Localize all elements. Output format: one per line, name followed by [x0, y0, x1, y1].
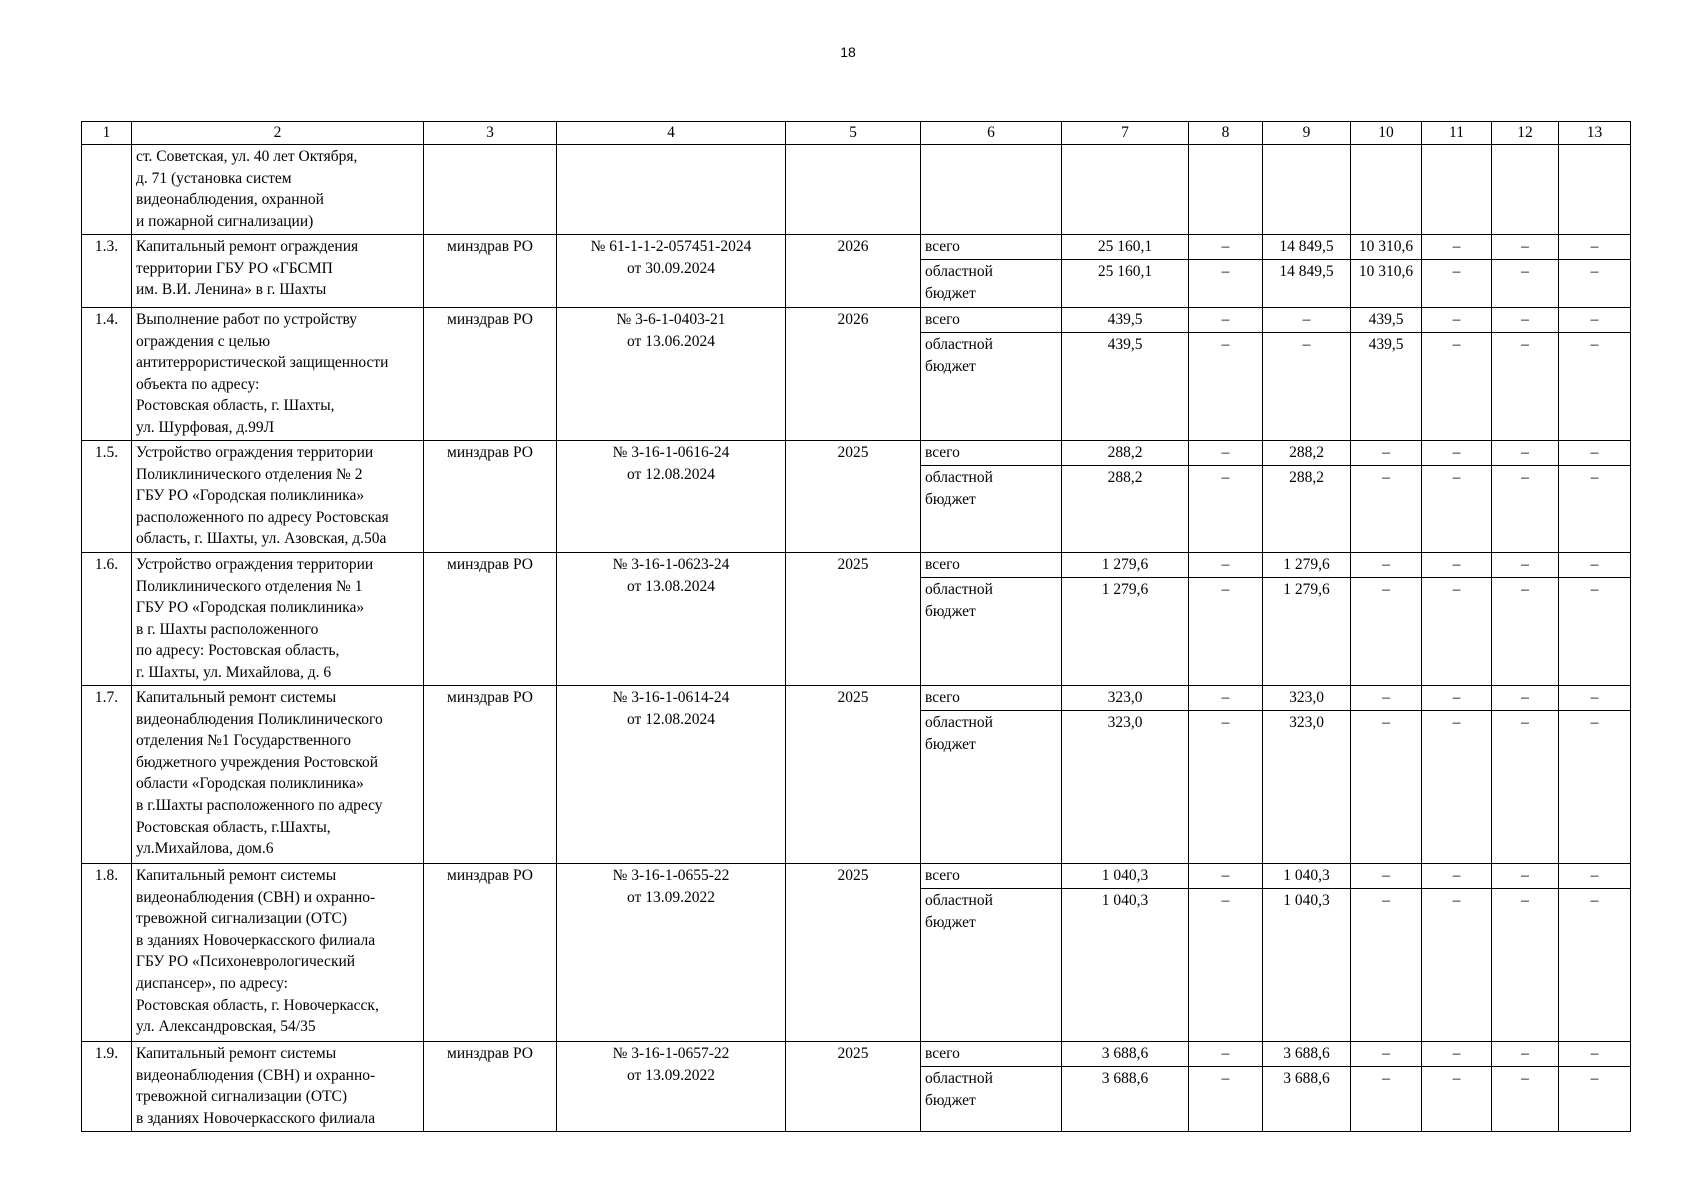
- amount-cell: –: [1559, 441, 1631, 466]
- amount-cell: –: [1422, 260, 1492, 308]
- responsible-org: минздрав РО: [424, 1042, 557, 1132]
- responsible-org: минздрав РО: [424, 553, 557, 686]
- cell-empty: [1422, 145, 1492, 235]
- amount-cell: 288,2: [1263, 441, 1351, 466]
- amount-cell: 3 688,6: [1062, 1067, 1189, 1132]
- cell-empty: [557, 145, 786, 235]
- item-name: Устройство ограждения территории Поликлинического отделения № 1 ГБУ РО «Городская поликлиника» в г. Шахты расположенного по адресу: Ростовская область, г. Шахты, ул. Михайлова, д. 6: [132, 553, 424, 686]
- amount-cell: 10 310,6: [1351, 260, 1422, 308]
- responsible-org: минздрав РО: [424, 441, 557, 553]
- amount-cell: –: [1422, 308, 1492, 333]
- amount-cell: –: [1189, 578, 1263, 686]
- amount-cell: –: [1492, 333, 1559, 441]
- item-name: Капитальный ремонт ограждения территории ГБУ РО «ГБСМП им. В.И. Ленина» в г. Шахты: [132, 235, 424, 308]
- amount-cell: –: [1351, 889, 1422, 1042]
- table-row: [82, 864, 1631, 889]
- amount-cell: –: [1492, 466, 1559, 553]
- amount-cell: –: [1559, 1067, 1631, 1132]
- amount-cell: –: [1422, 441, 1492, 466]
- header-cell: 2: [132, 122, 424, 145]
- page-number: 18: [840, 44, 856, 60]
- amount-cell: –: [1559, 578, 1631, 686]
- amount-cell: –: [1189, 889, 1263, 1042]
- responsible-org: минздрав РО: [424, 235, 557, 308]
- amount-cell: –: [1492, 235, 1559, 260]
- header-cell: 7: [1062, 122, 1189, 145]
- header-cell: 12: [1492, 122, 1559, 145]
- amount-cell: –: [1422, 333, 1492, 441]
- amount-cell: –: [1189, 333, 1263, 441]
- amount-cell: –: [1351, 553, 1422, 578]
- amount-cell: –: [1351, 441, 1422, 466]
- amount-cell: –: [1492, 889, 1559, 1042]
- funding-source: областной бюджет: [921, 711, 1062, 864]
- table-row: [82, 308, 1631, 333]
- amount-cell: –: [1559, 889, 1631, 1042]
- row-number: 1.9.: [82, 1042, 132, 1132]
- row-number: 1.7.: [82, 686, 132, 864]
- amount-cell: –: [1492, 260, 1559, 308]
- header-cell: 6: [921, 122, 1062, 145]
- amount-cell: 1 279,6: [1062, 553, 1189, 578]
- funding-source: всего: [921, 441, 1062, 466]
- amount-cell: –: [1492, 864, 1559, 889]
- responsible-org: минздрав РО: [424, 864, 557, 1042]
- amount-cell: –: [1351, 864, 1422, 889]
- cell-empty: [82, 145, 132, 235]
- header-cell: 11: [1422, 122, 1492, 145]
- amount-cell: –: [1351, 686, 1422, 711]
- continuation-row: [82, 145, 1631, 235]
- row-number: 1.6.: [82, 553, 132, 686]
- amount-cell: 439,5: [1351, 308, 1422, 333]
- amount-cell: –: [1492, 441, 1559, 466]
- year: 2025: [786, 686, 921, 864]
- header-cell: 4: [557, 122, 786, 145]
- amount-cell: –: [1351, 1042, 1422, 1067]
- amount-cell: 288,2: [1062, 466, 1189, 553]
- amount-cell: –: [1189, 553, 1263, 578]
- amount-cell: –: [1422, 1042, 1492, 1067]
- item-name: Выполнение работ по устройству ограждения с целью антитеррористической защищенности объекта по адресу: Ростовская область, г. Шахты, ул. Шурфовая, д.99Л: [132, 308, 424, 441]
- document-number: № 3-16-1-0616-24 от 12.08.2024: [557, 441, 786, 553]
- year: 2025: [786, 864, 921, 1042]
- row-number: 1.3.: [82, 235, 132, 308]
- amount-cell: –: [1559, 235, 1631, 260]
- amount-cell: –: [1422, 864, 1492, 889]
- amount-cell: 25 160,1: [1062, 260, 1189, 308]
- amount-cell: –: [1492, 686, 1559, 711]
- funding-source: областной бюджет: [921, 578, 1062, 686]
- table-row: [82, 1042, 1631, 1067]
- year: 2025: [786, 1042, 921, 1132]
- amount-cell: 439,5: [1062, 333, 1189, 441]
- row-number: 1.5.: [82, 441, 132, 553]
- amount-cell: –: [1422, 578, 1492, 686]
- year: 2025: [786, 553, 921, 686]
- amount-cell: 323,0: [1062, 686, 1189, 711]
- amount-cell: –: [1422, 1067, 1492, 1132]
- amount-cell: –: [1492, 1042, 1559, 1067]
- amount-cell: 14 849,5: [1263, 260, 1351, 308]
- cell-empty: [1189, 145, 1263, 235]
- funding-source: всего: [921, 1042, 1062, 1067]
- amount-cell: –: [1189, 441, 1263, 466]
- funding-source: всего: [921, 308, 1062, 333]
- amount-cell: 439,5: [1351, 333, 1422, 441]
- funding-source: всего: [921, 235, 1062, 260]
- cell-empty: [921, 145, 1062, 235]
- funding-source: областной бюджет: [921, 260, 1062, 308]
- amount-cell: –: [1422, 466, 1492, 553]
- row-number: 1.4.: [82, 308, 132, 441]
- amount-cell: –: [1351, 578, 1422, 686]
- amount-cell: 1 279,6: [1263, 553, 1351, 578]
- amount-cell: 14 849,5: [1263, 235, 1351, 260]
- amount-cell: –: [1189, 686, 1263, 711]
- cell-empty: [1559, 145, 1631, 235]
- document-number: № 3-16-1-0655-22 от 13.09.2022: [557, 864, 786, 1042]
- header-cell: 9: [1263, 122, 1351, 145]
- responsible-org: минздрав РО: [424, 308, 557, 441]
- item-name: Капитальный ремонт системы видеонаблюдения (СВН) и охранно- тревожной сигнализации (ОТС) в зданиях Новочеркасского филиала: [132, 1042, 424, 1132]
- amount-cell: –: [1559, 553, 1631, 578]
- amount-cell: –: [1492, 1067, 1559, 1132]
- amount-cell: –: [1422, 235, 1492, 260]
- header-cell: 13: [1559, 122, 1631, 145]
- amount-cell: –: [1189, 260, 1263, 308]
- amount-cell: –: [1559, 308, 1631, 333]
- amount-cell: –: [1189, 235, 1263, 260]
- amount-cell: –: [1559, 260, 1631, 308]
- funding-source: всего: [921, 686, 1062, 711]
- amount-cell: 288,2: [1263, 466, 1351, 553]
- header-cell: 8: [1189, 122, 1263, 145]
- table-row: [82, 441, 1631, 466]
- amount-cell: 3 688,6: [1263, 1067, 1351, 1132]
- amount-cell: 323,0: [1263, 686, 1351, 711]
- amount-cell: 1 040,3: [1263, 889, 1351, 1042]
- amount-cell: –: [1189, 1042, 1263, 1067]
- cell-empty: [424, 145, 557, 235]
- document-number: № 3-16-1-0623-24 от 13.08.2024: [557, 553, 786, 686]
- amount-cell: 25 160,1: [1062, 235, 1189, 260]
- document-number: № 3-16-1-0614-24 от 12.08.2024: [557, 686, 786, 864]
- document-number: № 3-16-1-0657-22 от 13.09.2022: [557, 1042, 786, 1132]
- amount-cell: –: [1263, 308, 1351, 333]
- header-cell: 10: [1351, 122, 1422, 145]
- amount-cell: –: [1559, 466, 1631, 553]
- budget-table: [81, 121, 1631, 1132]
- amount-cell: –: [1559, 711, 1631, 864]
- header-cell: 3: [424, 122, 557, 145]
- funding-source: областной бюджет: [921, 889, 1062, 1042]
- amount-cell: –: [1189, 1067, 1263, 1132]
- table-row: [82, 235, 1631, 260]
- amount-cell: –: [1492, 553, 1559, 578]
- item-name: ст. Советская, ул. 40 лет Октября, д. 71 (установка систем видеонаблюдения, охранной и пожарной сигнализации): [132, 145, 424, 235]
- header-cell: 5: [786, 122, 921, 145]
- amount-cell: –: [1189, 466, 1263, 553]
- funding-source: всего: [921, 864, 1062, 889]
- amount-cell: 3 688,6: [1263, 1042, 1351, 1067]
- table-row: [82, 686, 1631, 711]
- funding-source: областной бюджет: [921, 333, 1062, 441]
- cell-empty: [1062, 145, 1189, 235]
- amount-cell: –: [1263, 333, 1351, 441]
- amount-cell: 1 040,3: [1263, 864, 1351, 889]
- amount-cell: 1 040,3: [1062, 864, 1189, 889]
- amount-cell: –: [1422, 889, 1492, 1042]
- amount-cell: –: [1189, 308, 1263, 333]
- amount-cell: 10 310,6: [1351, 235, 1422, 260]
- item-name: Устройство ограждения территории Поликлинического отделения № 2 ГБУ РО «Городская поликлиника» расположенного по адресу Ростовская область, г. Шахты, ул. Азовская, д.50а: [132, 441, 424, 553]
- amount-cell: –: [1189, 711, 1263, 864]
- row-number: 1.8.: [82, 864, 132, 1042]
- item-name: Капитальный ремонт системы видеонаблюдения (СВН) и охранно- тревожной сигнализации (ОТС) в зданиях Новочеркасского филиала ГБУ РО «Психоневрологический диспансер», по адресу: Ростовская область, г. Новочеркасск, ул. Александровская, 54/35: [132, 864, 424, 1042]
- amount-cell: 323,0: [1263, 711, 1351, 864]
- funding-source: областной бюджет: [921, 466, 1062, 553]
- amount-cell: –: [1351, 1067, 1422, 1132]
- amount-cell: 288,2: [1062, 441, 1189, 466]
- item-name: Капитальный ремонт системы видеонаблюдения Поликлинического отделения №1 Государственного бюджетного учреждения Ростовской области «Городская поликлиника» в г.Шахты расположенного по адресу Ростовская область, г.Шахты, ул.Михайлова, дом.6: [132, 686, 424, 864]
- amount-cell: –: [1559, 1042, 1631, 1067]
- amount-cell: –: [1492, 578, 1559, 686]
- amount-cell: –: [1189, 864, 1263, 889]
- column-number-header: [82, 122, 1631, 145]
- amount-cell: –: [1422, 711, 1492, 864]
- amount-cell: –: [1422, 553, 1492, 578]
- funding-source: областной бюджет: [921, 1067, 1062, 1132]
- amount-cell: 1 279,6: [1062, 578, 1189, 686]
- amount-cell: 439,5: [1062, 308, 1189, 333]
- table-row: [82, 553, 1631, 578]
- amount-cell: –: [1422, 686, 1492, 711]
- amount-cell: –: [1351, 466, 1422, 553]
- amount-cell: –: [1351, 711, 1422, 864]
- amount-cell: –: [1492, 308, 1559, 333]
- header-cell: 1: [82, 122, 132, 145]
- funding-source: всего: [921, 553, 1062, 578]
- amount-cell: 1 040,3: [1062, 889, 1189, 1042]
- amount-cell: –: [1559, 333, 1631, 441]
- year: 2025: [786, 441, 921, 553]
- cell-empty: [1492, 145, 1559, 235]
- cell-empty: [1351, 145, 1422, 235]
- amount-cell: –: [1559, 864, 1631, 889]
- amount-cell: 323,0: [1062, 711, 1189, 864]
- document-number: № 3-6-1-0403-21 от 13.06.2024: [557, 308, 786, 441]
- year: 2026: [786, 308, 921, 441]
- cell-empty: [786, 145, 921, 235]
- year: 2026: [786, 235, 921, 308]
- amount-cell: –: [1492, 711, 1559, 864]
- amount-cell: 3 688,6: [1062, 1042, 1189, 1067]
- amount-cell: –: [1559, 686, 1631, 711]
- amount-cell: 1 279,6: [1263, 578, 1351, 686]
- document-number: № 61-1-1-2-057451-2024 от 30.09.2024: [557, 235, 786, 308]
- cell-empty: [1263, 145, 1351, 235]
- responsible-org: минздрав РО: [424, 686, 557, 864]
